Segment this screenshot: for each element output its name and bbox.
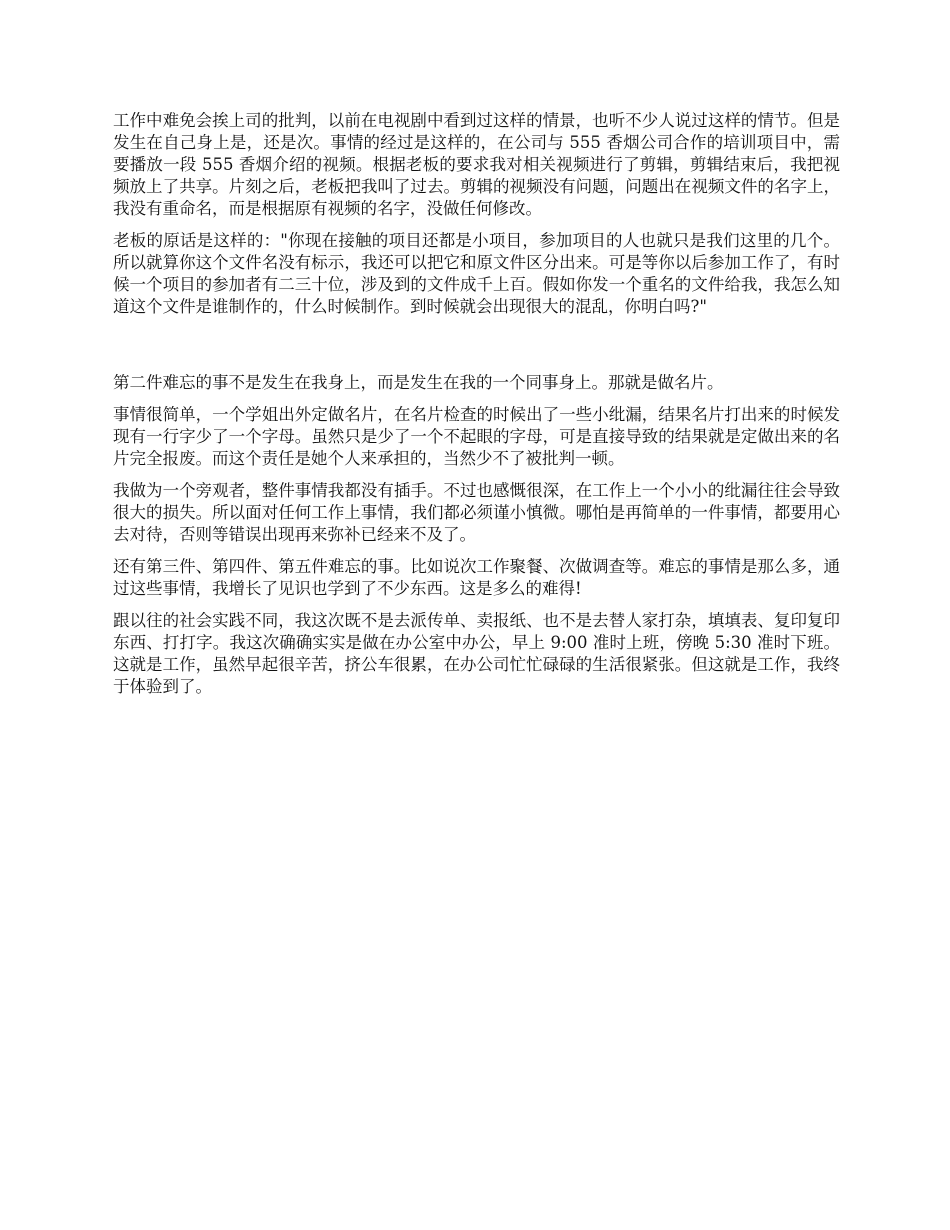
paragraph-3: 第二件难忘的事不是发生在我身上，而是发生在我的一个同事身上。那就是做名片。 (113, 373, 724, 392)
paragraph-4: 事情很简单，一个学姐出外定做名片，在名片检查的时候出了一些小纰漏，结果名片打出来的时候发现有一行字少了一个字母。虽然只是少了一个不起眼的字母，可是直接导致的结果就是定做出来的名片完全报废。而这个责任是她个人来承担的，当然少不了被批判一顿。 (113, 405, 840, 468)
paragraph-2: 老板的原话是这样的："你现在接触的项目还都是小项目，参加项目的人也就只是我们这里的几个。所以就算你这个文件名没有标示，我还可以把它和原文件区分出来。可是等你以后参加工作了，有时候一个项目的参加者有二三十位，涉及到的文件成千上百。假如你发一个重名的文件给我，我怎么知道这个文件是谁制作的，什么时候制作。到时候就会出现很大的混乱，你明白吗?" (113, 231, 840, 316)
document-body (113, 110, 840, 708)
section-gap (113, 328, 840, 372)
paragraph-7: 跟以往的社会实践不同，我这次既不是去派传单、卖报纸、也不是去替人家打杂，填填表、复印复印东西、打打字。我这次确确实实是做在办公室中办公，早上 9:00 准时上班，傍晚 5:30 准时下班。这就是工作，虽然早起很辛苦，挤公车很累，在办公司忙忙碌碌的生活很紧张。但这就是工作，我终于体验到了。 (113, 611, 840, 696)
paragraph-5: 我做为一个旁观者，整件事情我都没有插手。不过也感慨很深，在工作上一个小小的纰漏往往会导致很大的损失。所以面对任何工作上事情，我们都必须谨小慎微。哪怕是再简单的一件事情，都要用心去对待，否则等错误出现再来弥补已经来不及了。 (113, 481, 840, 544)
paragraph-6: 还有第三件、第四件、第五件难忘的事。比如说次工作聚餐、次做调查等。难忘的事情是那么多，通过这些事情，我增长了见识也学到了不少东西。这是多么的难得! (113, 557, 840, 598)
paragraph-1: 工作中难免会挨上司的批判，以前在电视剧中看到过这样的情景，也听不少人说过这样的情节。但是发生在自己身上是，还是次。事情的经过是这样的，在公司与 555 香烟公司合作的培训项目中，需要播放一段 555 香烟介绍的视频。根据老板的要求我对相关视频进行了剪辑，剪辑结束后，我把视频放上了共享。片刻之后，老板把我叫了过去。剪辑的视频没有问题，问题出在视频文件的名字上，我没有重命名，而是根据原有视频的名字，没做任何修改。 (113, 111, 840, 218)
